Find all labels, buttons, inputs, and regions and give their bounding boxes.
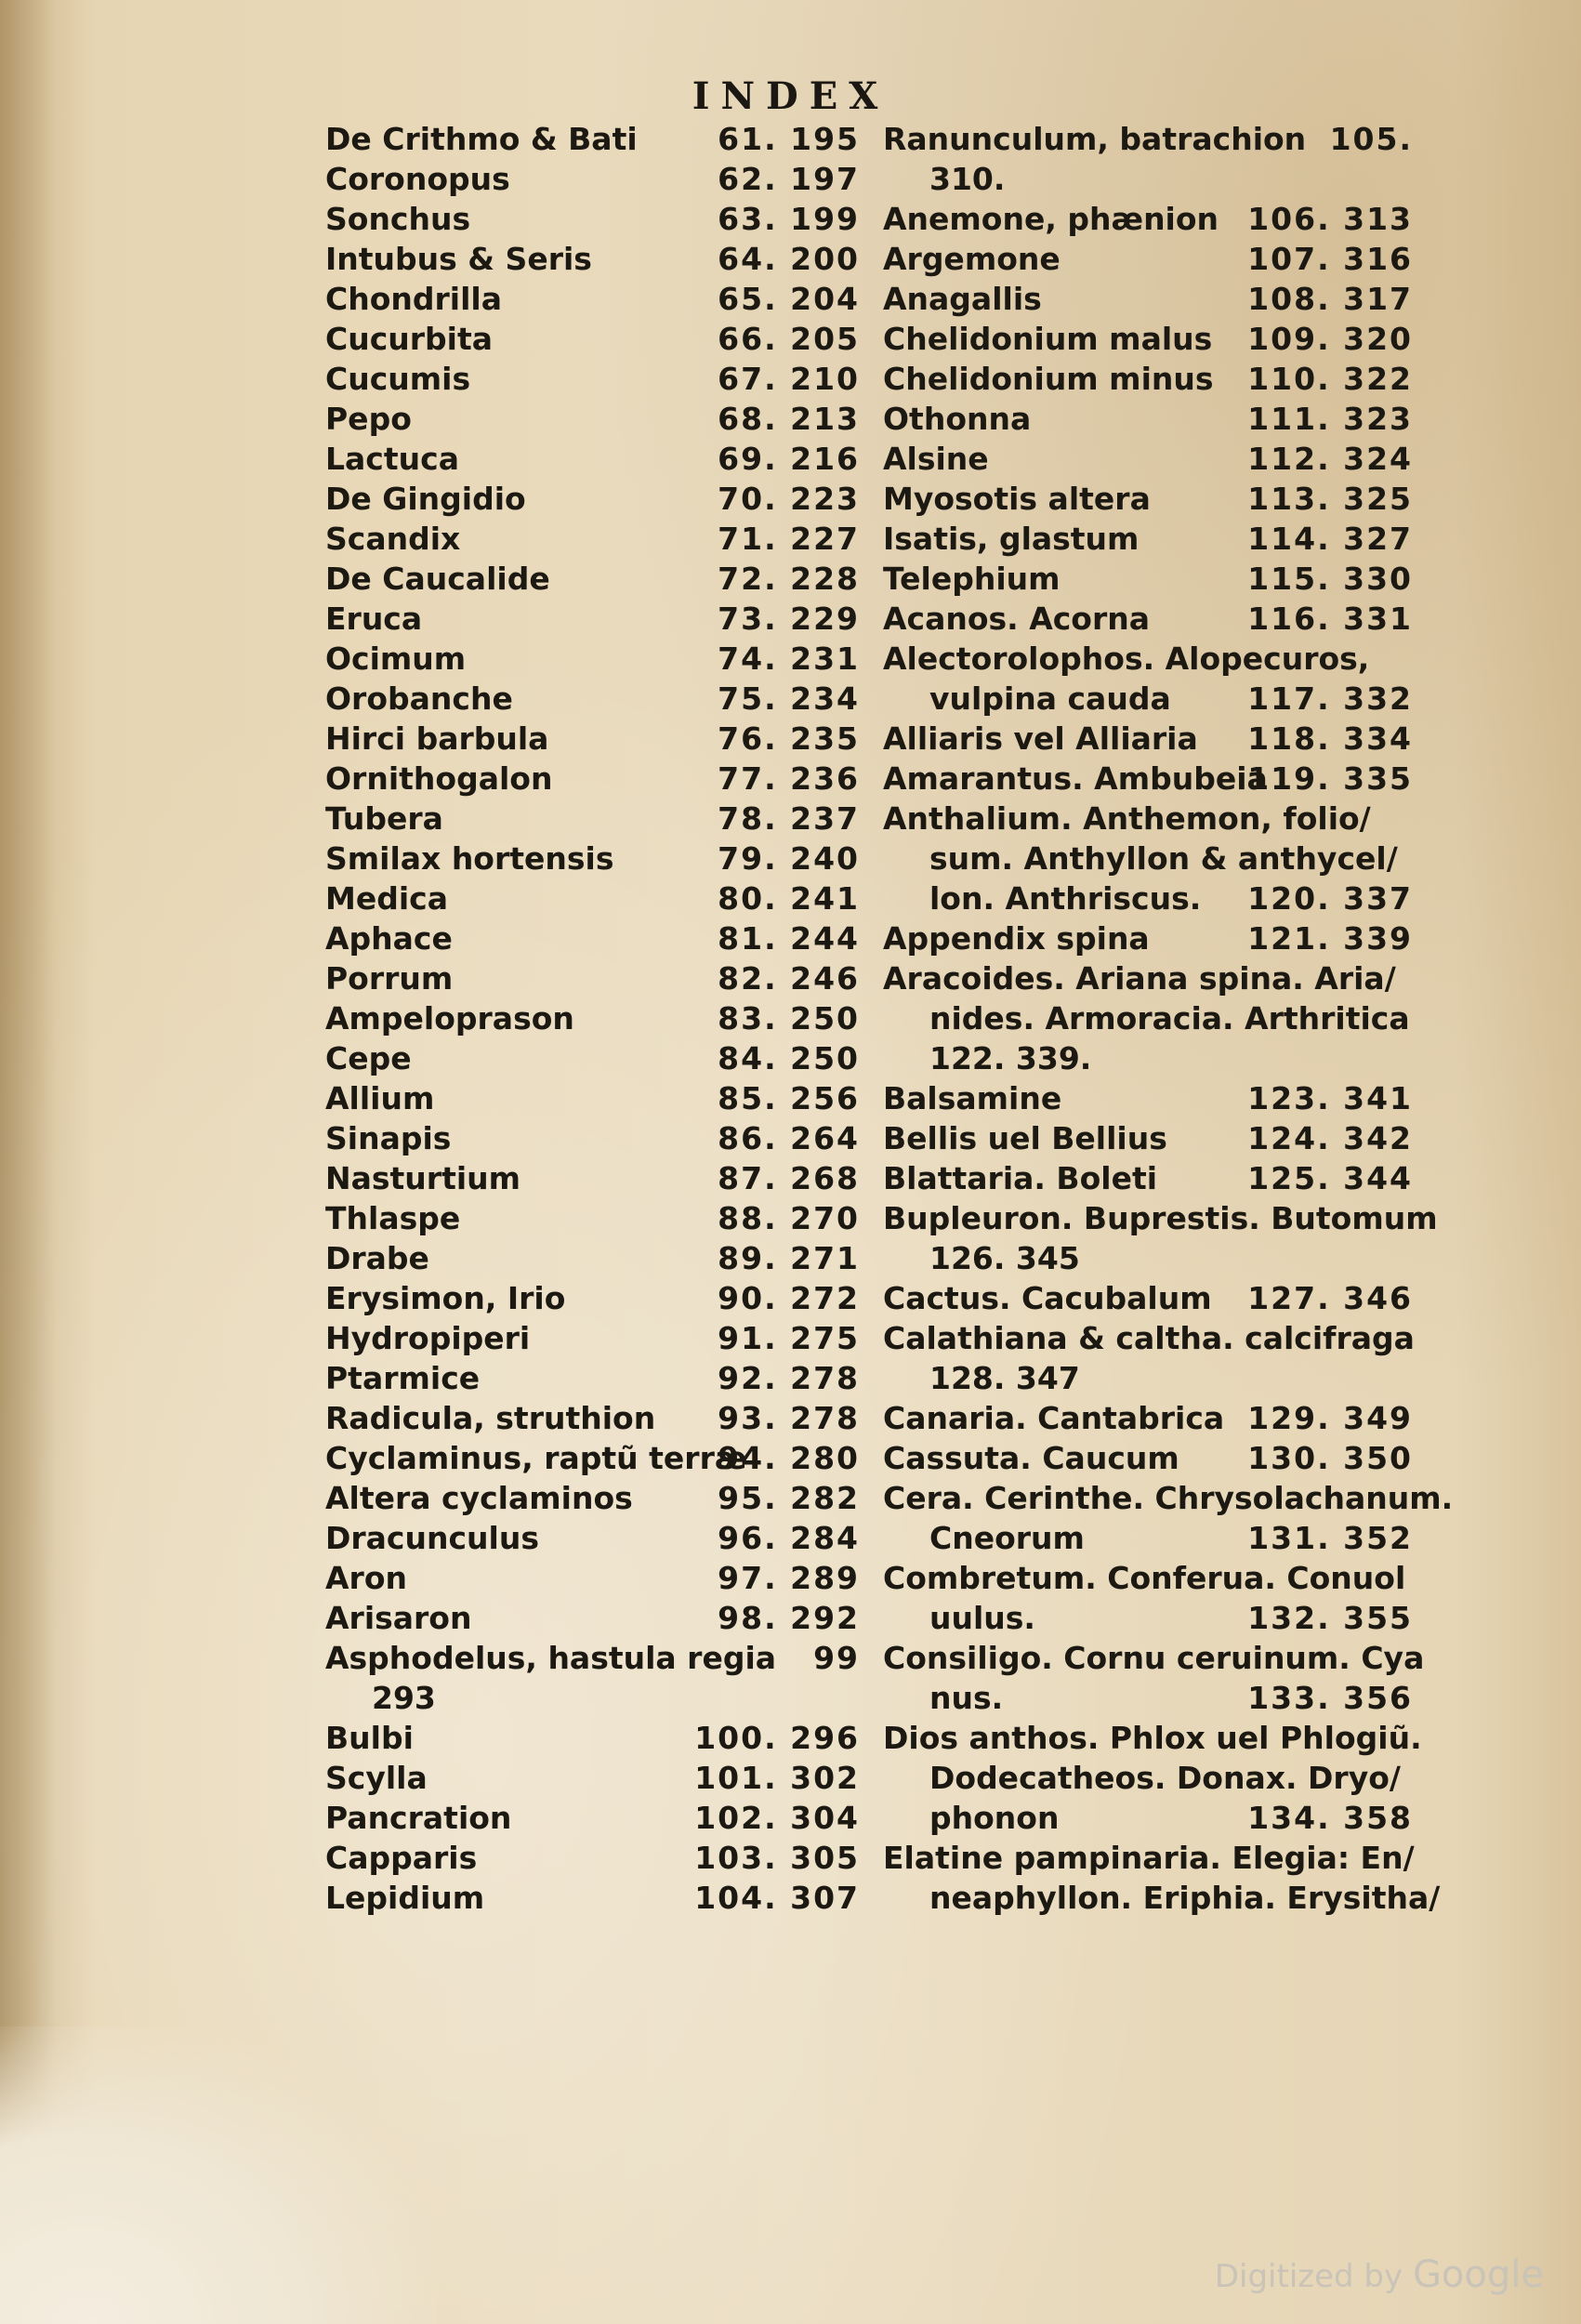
left-index-entry xyxy=(325,639,860,679)
entry-name: Aron xyxy=(325,1560,407,1596)
entry-name: Coronopus xyxy=(325,161,510,197)
entry-page-numbers: 102. 304 xyxy=(694,1800,860,1836)
right-index-entry xyxy=(883,559,1413,599)
right-index-entry xyxy=(883,399,1413,439)
entry-name: Ocimum xyxy=(325,640,467,677)
entry-name: Orobanche xyxy=(325,680,513,717)
entry-name: Bupleuron. Buprestis. Butomum xyxy=(883,1200,1438,1236)
entry-name: Cepe xyxy=(325,1040,412,1076)
entry-page-numbers: 75. 234 xyxy=(718,680,860,717)
left-index-entry xyxy=(325,519,860,559)
entry-name: Chelidonium minus xyxy=(883,361,1214,397)
right-index-entry xyxy=(883,359,1413,399)
entry-page-numbers: 81. 244 xyxy=(718,920,860,957)
left-index-entry xyxy=(325,1118,860,1158)
entry-name: Eruca xyxy=(325,601,423,637)
left-index-entry xyxy=(325,1078,860,1118)
entry-name: Anagallis xyxy=(883,281,1042,317)
right-index-entry xyxy=(883,279,1413,319)
entry-page-numbers: 76. 235 xyxy=(718,720,860,757)
entry-page-numbers: 114. 327 xyxy=(1247,521,1413,557)
entry-name: Asphodelus, hastula regia xyxy=(325,1640,777,1676)
left-index-entry xyxy=(325,479,860,519)
left-index-entry xyxy=(325,719,860,759)
entry-name: lon. Anthriscus. xyxy=(929,880,1202,917)
page-heading: INDEX xyxy=(692,74,889,118)
entry-page-numbers: 124. 342 xyxy=(1247,1120,1413,1156)
entry-page-numbers: 99 xyxy=(813,1640,860,1676)
entry-name: Elatine pampinaria. Elegia: En/ xyxy=(883,1840,1415,1876)
left-index-entry xyxy=(325,878,860,918)
right-index-entry xyxy=(883,1678,1413,1718)
left-index-entry xyxy=(325,1878,860,1918)
index-column-right xyxy=(883,119,1454,1918)
entry-name: Alliaris vel Alliaria xyxy=(883,720,1198,757)
right-index-entry xyxy=(883,1798,1413,1838)
entry-page-numbers: 73. 229 xyxy=(718,601,860,637)
entry-page-numbers: 117. 332 xyxy=(1247,680,1413,717)
entry-name: Sonchus xyxy=(325,201,471,237)
entry-name: Chelidonium malus xyxy=(883,321,1213,357)
right-index-entry xyxy=(883,319,1413,359)
entry-name: Ranunculum, batrachion xyxy=(883,121,1307,157)
right-index-entry xyxy=(883,1518,1413,1558)
entry-page-numbers: 120. 337 xyxy=(1247,880,1413,917)
entry-page-numbers: 105. xyxy=(1329,121,1413,157)
right-index-entry xyxy=(883,199,1413,239)
entry-name: Chondrilla xyxy=(325,281,502,317)
entry-name: 128. 347 xyxy=(929,1360,1080,1396)
left-index-entry xyxy=(325,1718,860,1758)
entry-page-numbers: 87. 268 xyxy=(718,1160,860,1196)
entry-page-numbers: 66. 205 xyxy=(718,321,860,357)
entry-name: Sinapis xyxy=(325,1120,452,1156)
entry-page-numbers: 97. 289 xyxy=(718,1560,860,1596)
left-index-entry xyxy=(325,1318,860,1358)
entry-name: Balsamine xyxy=(883,1080,1062,1116)
entry-name: Dodecatheos. Donax. Dryo/ xyxy=(929,1760,1401,1796)
right-index-entry xyxy=(883,679,1413,719)
entry-name: Pancration xyxy=(325,1800,512,1836)
left-index-entry xyxy=(325,1838,860,1878)
left-index-entry xyxy=(325,958,860,998)
entry-name: Anthalium. Anthemon, folio/ xyxy=(883,800,1371,837)
entry-name: Bulbi xyxy=(325,1720,414,1756)
left-index-entry xyxy=(325,159,860,199)
right-index-entry xyxy=(883,1358,1413,1398)
entry-name: Drabe xyxy=(325,1240,429,1276)
right-index-entry xyxy=(883,1758,1413,1798)
entry-page-numbers: 84. 250 xyxy=(718,1040,860,1076)
right-index-entry xyxy=(883,998,1413,1038)
left-index-entry xyxy=(325,279,860,319)
right-index-entry xyxy=(883,1478,1454,1518)
entry-name: 310. xyxy=(929,161,1006,197)
entry-page-numbers: 72. 228 xyxy=(718,561,860,597)
entry-page-numbers: 98. 292 xyxy=(718,1600,860,1636)
right-index-entry xyxy=(883,1838,1413,1878)
left-index-entry xyxy=(325,1558,860,1598)
entry-page-numbers: 125. 344 xyxy=(1247,1160,1413,1196)
entry-name: Telephium xyxy=(883,561,1061,597)
entry-name: Alectorolophos. Alopecuros, xyxy=(883,640,1370,677)
entry-name: Erysimon, Irio xyxy=(325,1280,566,1316)
entry-name: Anemone, phænion xyxy=(883,201,1219,237)
right-index-entry xyxy=(883,1238,1413,1278)
right-index-entry xyxy=(883,1438,1413,1478)
entry-name: Aphace xyxy=(325,920,453,957)
entry-page-numbers: 113. 325 xyxy=(1247,481,1413,517)
entry-name: De Caucalide xyxy=(325,561,550,597)
left-index-entry xyxy=(325,1398,860,1438)
entry-name: Amarantus. Ambubeia xyxy=(883,760,1268,797)
entry-page-numbers: 101. 302 xyxy=(694,1760,860,1796)
entry-name: Isatis, glastum xyxy=(883,521,1140,557)
entry-page-numbers: 134. 358 xyxy=(1247,1800,1413,1836)
entry-name: Cucurbita xyxy=(325,321,494,357)
entry-name: Cyclaminus, raptũ terræ xyxy=(325,1440,747,1476)
entry-page-numbers: 94. 280 xyxy=(718,1440,860,1476)
entry-name: Myosotis altera xyxy=(883,481,1151,517)
left-index-entry xyxy=(325,119,860,159)
entry-name: Dios anthos. Phlox uel Phlogiũ. xyxy=(883,1720,1422,1756)
entry-name: Allium xyxy=(325,1080,435,1116)
right-index-entry xyxy=(883,1398,1413,1438)
left-index-entry xyxy=(325,399,860,439)
right-index-entry xyxy=(883,918,1413,958)
entry-page-numbers: 131. 352 xyxy=(1247,1520,1413,1556)
entry-page-numbers: 121. 339 xyxy=(1247,920,1413,957)
entry-name: Pepo xyxy=(325,401,412,437)
entry-page-numbers: 95. 282 xyxy=(718,1480,860,1516)
entry-name: Medica xyxy=(325,880,448,917)
right-index-entry xyxy=(883,799,1413,838)
entry-page-numbers: 107. 316 xyxy=(1247,241,1413,277)
entry-name: Altera cyclaminos xyxy=(325,1480,633,1516)
gutter-shadow xyxy=(0,0,56,2324)
left-index-entry xyxy=(325,1478,860,1518)
entry-name: nides. Armoracia. Arthritica xyxy=(929,1000,1410,1037)
entry-page-numbers: 110. 322 xyxy=(1247,361,1413,397)
entry-name: Cera. Cerinthe. Chrysolachanum. xyxy=(883,1480,1454,1516)
right-index-entry xyxy=(883,1598,1413,1638)
entry-page-numbers: 92. 278 xyxy=(718,1360,860,1396)
entry-name: Tubera xyxy=(325,800,443,837)
entry-page-numbers: 109. 320 xyxy=(1247,321,1413,357)
entry-page-numbers: 118. 334 xyxy=(1247,720,1413,757)
left-index-entry xyxy=(325,1438,860,1478)
entry-name: Hydropiperi xyxy=(325,1320,531,1356)
entry-name: Combretum. Conferua. Conuol xyxy=(883,1560,1406,1596)
left-index-entry xyxy=(325,1238,860,1278)
torn-corner xyxy=(0,2027,437,2324)
right-index-entry xyxy=(883,838,1413,878)
entry-name: Alsine xyxy=(883,441,989,477)
entry-name: nus. xyxy=(929,1680,1004,1716)
right-index-entry xyxy=(883,1158,1413,1198)
left-index-entry xyxy=(325,1638,860,1678)
entry-name: neaphyllon. Eriphia. Erysitha/ xyxy=(929,1880,1441,1916)
entry-page-numbers: 61. 195 xyxy=(718,121,860,157)
index-column-left xyxy=(325,119,860,1918)
entry-name: Ptarmice xyxy=(325,1360,481,1396)
entry-name: Cassuta. Caucum xyxy=(883,1440,1179,1476)
entry-name: Argemone xyxy=(883,241,1061,277)
entry-name: Intubus & Seris xyxy=(325,241,592,277)
entry-page-numbers: 106. 313 xyxy=(1247,201,1413,237)
right-index-entry xyxy=(883,1198,1438,1238)
entry-page-numbers: 78. 237 xyxy=(718,800,860,837)
entry-name: phonon xyxy=(929,1800,1060,1836)
entry-page-numbers: 104. 307 xyxy=(694,1880,860,1916)
entry-name: Cucumis xyxy=(325,361,471,397)
entry-name: Cneorum xyxy=(929,1520,1085,1556)
entry-name: Bellis uel Bellius xyxy=(883,1120,1167,1156)
entry-page-numbers: 74. 231 xyxy=(718,640,860,677)
entry-name: 126. 345 xyxy=(929,1240,1080,1276)
entry-name: Dracunculus xyxy=(325,1520,539,1556)
right-index-entry xyxy=(883,119,1413,159)
entry-page-numbers: 132. 355 xyxy=(1247,1600,1413,1636)
entry-page-numbers: 89. 271 xyxy=(718,1240,860,1276)
entry-name: De Crithmo & Bati xyxy=(325,121,638,157)
right-index-entry xyxy=(883,1118,1413,1158)
entry-name: Cactus. Cacubalum xyxy=(883,1280,1212,1316)
entry-name: Lepidium xyxy=(325,1880,485,1916)
left-index-entry xyxy=(325,799,860,838)
left-index-entry xyxy=(325,1358,860,1398)
entry-page-numbers: 119. 335 xyxy=(1247,760,1413,797)
entry-page-numbers: 63. 199 xyxy=(718,201,860,237)
left-index-entry xyxy=(325,918,860,958)
left-index-entry xyxy=(325,1038,860,1078)
entry-page-numbers: 133. 356 xyxy=(1247,1680,1413,1716)
right-index-entry xyxy=(883,479,1413,519)
right-index-entry xyxy=(883,759,1413,799)
right-index-entry xyxy=(883,719,1413,759)
right-index-entry xyxy=(883,1078,1413,1118)
entry-page-numbers: 77. 236 xyxy=(718,760,860,797)
left-index-entry xyxy=(325,439,860,479)
entry-page-numbers: 86. 264 xyxy=(718,1120,860,1156)
right-index-entry xyxy=(883,1278,1413,1318)
entry-name: Appendix spina xyxy=(883,920,1150,957)
right-index-entry xyxy=(883,239,1413,279)
right-index-entry xyxy=(883,159,1413,199)
entry-page-numbers: 64. 200 xyxy=(718,241,860,277)
left-index-entry xyxy=(325,1758,860,1798)
entry-name: Othonna xyxy=(883,401,1032,437)
entry-page-numbers: 62. 197 xyxy=(718,161,860,197)
entry-name: Thlaspe xyxy=(325,1200,461,1236)
right-index-entry xyxy=(883,639,1413,679)
right-index-entry xyxy=(883,1558,1413,1598)
entry-page-numbers: 70. 223 xyxy=(718,481,860,517)
left-index-entry xyxy=(325,1198,860,1238)
entry-page-numbers: 71. 227 xyxy=(718,521,860,557)
left-index-entry xyxy=(325,599,860,639)
entry-name: vulpina cauda xyxy=(929,680,1171,717)
left-index-entry xyxy=(325,319,860,359)
left-index-entry xyxy=(325,559,860,599)
entry-page-numbers: 68. 213 xyxy=(718,401,860,437)
entry-page-numbers: 116. 331 xyxy=(1247,601,1413,637)
entry-name: Arisaron xyxy=(325,1600,472,1636)
right-index-entry xyxy=(883,1318,1413,1358)
entry-page-numbers: 127. 346 xyxy=(1247,1280,1413,1316)
entry-page-numbers: 123. 341 xyxy=(1247,1080,1413,1116)
entry-name: 293 xyxy=(372,1680,436,1716)
left-index-entry xyxy=(325,1798,860,1838)
left-index-entry xyxy=(325,759,860,799)
entry-page-numbers: 69. 216 xyxy=(718,441,860,477)
left-index-entry xyxy=(325,1158,860,1198)
right-index-entry xyxy=(883,958,1413,998)
entry-page-numbers: 83. 250 xyxy=(718,1000,860,1037)
entry-name: De Gingidio xyxy=(325,481,526,517)
entry-name: Hirci barbula xyxy=(325,720,549,757)
entry-page-numbers: 112. 324 xyxy=(1247,441,1413,477)
entry-page-numbers: 79. 240 xyxy=(718,840,860,877)
entry-page-numbers: 85. 256 xyxy=(718,1080,860,1116)
entry-name: Blattaria. Boleti xyxy=(883,1160,1158,1196)
entry-name: Smilax hortensis xyxy=(325,840,614,877)
entry-name: Calathiana & caltha. calcifraga xyxy=(883,1320,1415,1356)
digitized-credit xyxy=(1215,2253,1544,2296)
entry-name: Ornithogalon xyxy=(325,760,553,797)
entry-page-numbers: 96. 284 xyxy=(718,1520,860,1556)
left-index-entry xyxy=(325,1518,860,1558)
entry-page-numbers: 100. 296 xyxy=(694,1720,860,1756)
entry-page-numbers: 93. 278 xyxy=(718,1400,860,1436)
entry-page-numbers: 129. 349 xyxy=(1247,1400,1413,1436)
entry-page-numbers: 90. 272 xyxy=(718,1280,860,1316)
entry-name: Ampeloprason xyxy=(325,1000,574,1037)
right-index-entry xyxy=(883,1038,1413,1078)
left-index-entry xyxy=(325,359,860,399)
left-index-entry xyxy=(325,679,860,719)
entry-name: Consiligo. Cornu ceruinum. Cya xyxy=(883,1640,1425,1676)
digitized-credit-text: Digitized by xyxy=(1214,2258,1403,2295)
right-index-entry xyxy=(883,1718,1422,1758)
entry-page-numbers: 91. 275 xyxy=(718,1320,860,1356)
entry-name: Lactuca xyxy=(325,441,459,477)
entry-name: Radicula, struthion xyxy=(325,1400,656,1436)
google-brand: Google xyxy=(1412,2253,1544,2296)
right-index-entry xyxy=(883,1878,1441,1918)
left-index-entry xyxy=(325,1678,860,1718)
entry-name: Scandix xyxy=(325,521,461,557)
entry-name: Canaria. Cantabrica xyxy=(883,1400,1225,1436)
entry-page-numbers: 103. 305 xyxy=(694,1840,860,1876)
entry-page-numbers: 111. 323 xyxy=(1247,401,1413,437)
entry-page-numbers: 82. 246 xyxy=(718,960,860,997)
entry-name: sum. Anthyllon & anthycel/ xyxy=(929,840,1398,877)
entry-page-numbers: 88. 270 xyxy=(718,1200,860,1236)
entry-page-numbers: 65. 204 xyxy=(718,281,860,317)
left-index-entry xyxy=(325,1598,860,1638)
left-index-entry xyxy=(325,998,860,1038)
right-index-entry xyxy=(883,599,1413,639)
entry-name: Capparis xyxy=(325,1840,478,1876)
entry-page-numbers: 80. 241 xyxy=(718,880,860,917)
right-index-entry xyxy=(883,878,1413,918)
right-index-entry xyxy=(883,1638,1425,1678)
entry-name: Aracoides. Ariana spina. Aria/ xyxy=(883,960,1396,997)
entry-page-numbers: 67. 210 xyxy=(718,361,860,397)
right-index-entry xyxy=(883,519,1413,559)
entry-page-numbers: 115. 330 xyxy=(1247,561,1413,597)
left-index-entry xyxy=(325,1278,860,1318)
entry-name: uulus. xyxy=(929,1600,1035,1636)
right-index-entry xyxy=(883,439,1413,479)
left-index-entry xyxy=(325,239,860,279)
entry-name: Nasturtium xyxy=(325,1160,521,1196)
entry-name: 122. 339. xyxy=(929,1040,1092,1076)
left-index-entry xyxy=(325,199,860,239)
entry-page-numbers: 130. 350 xyxy=(1247,1440,1413,1476)
entry-name: Acanos. Acorna xyxy=(883,601,1151,637)
left-index-entry xyxy=(325,838,860,878)
entry-name: Porrum xyxy=(325,960,454,997)
entry-page-numbers: 108. 317 xyxy=(1247,281,1413,317)
entry-name: Scylla xyxy=(325,1760,428,1796)
